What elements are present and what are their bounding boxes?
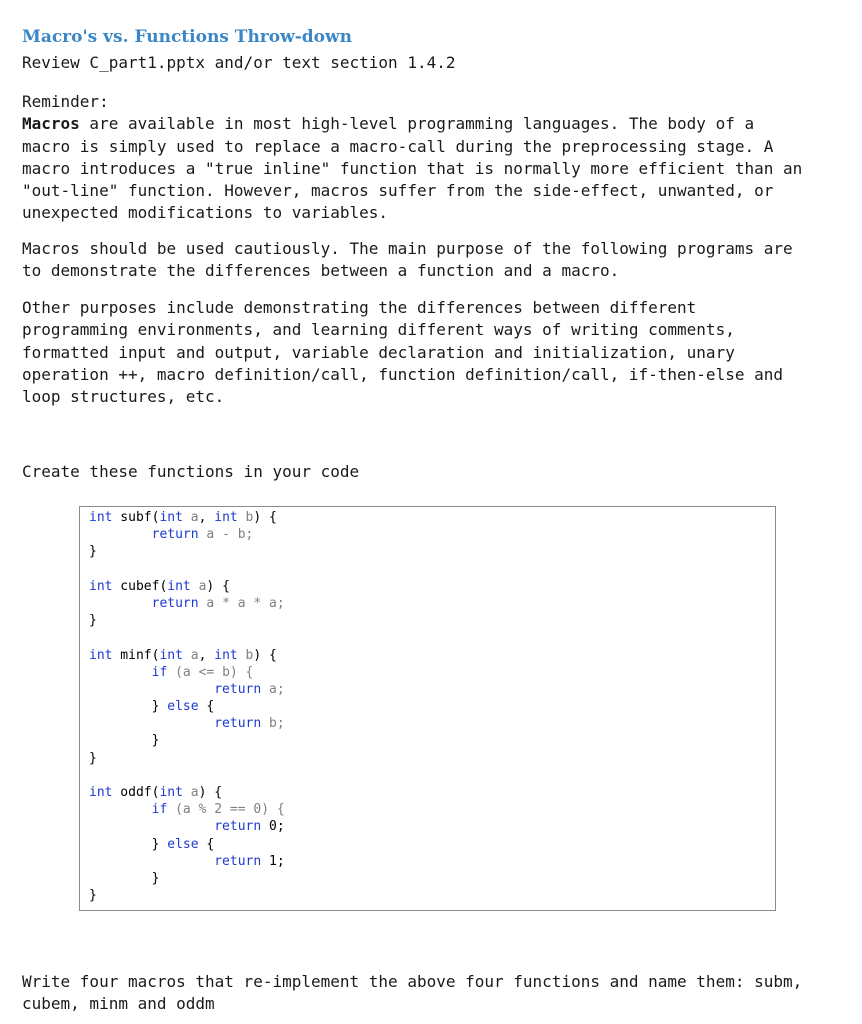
brace: ) { (253, 647, 277, 663)
kw-return: return (214, 716, 262, 732)
kw-int: int (214, 647, 238, 663)
code-line (89, 629, 285, 646)
fn-name: cubef( (112, 578, 168, 594)
code-line (89, 715, 285, 732)
code-content (89, 509, 285, 904)
task-line: Write four macros that re-implement the above four functions and name them: subm, (22, 972, 803, 991)
param: a (182, 785, 199, 800)
task-line: cubem, minm and oddm (22, 994, 215, 1014)
kw-int: int (159, 510, 183, 525)
expr: 1; (261, 853, 285, 869)
fn-name: subf( (112, 510, 160, 525)
kw-int: int (214, 510, 238, 525)
kw-int: int (159, 785, 183, 800)
brace: { (198, 836, 215, 852)
brace: } (89, 613, 97, 629)
purposes-paragraph (22, 297, 842, 408)
purposes-line: programming environments, and learning different ways of writing comments, (22, 320, 735, 340)
brace: { (198, 699, 215, 715)
code-line (89, 767, 285, 784)
kw-int: int (89, 785, 113, 800)
kw-return: return (214, 853, 262, 869)
reminder-line: "out-line" function. However, macros suffer from the side-effect, unwanted, or (22, 181, 774, 201)
reminder-paragraph (22, 91, 842, 225)
code-line (89, 681, 285, 698)
expr: a; (261, 681, 285, 697)
code-line (89, 801, 285, 818)
code-block (79, 506, 776, 911)
code-line (89, 595, 285, 612)
purposes-line: Other purposes include demonstrating the differences between different (22, 298, 697, 317)
expr: b; (261, 716, 285, 732)
kw-if: if (151, 802, 168, 818)
kw-int: int (89, 578, 113, 594)
expr: 0; (261, 819, 285, 835)
brace: } (151, 836, 168, 852)
brace: } (151, 733, 160, 749)
fn-name: oddf( (112, 785, 160, 800)
param: a (182, 510, 199, 525)
code-line (89, 887, 285, 904)
code-line (89, 543, 285, 560)
code-line (89, 578, 285, 595)
kw-if: if (151, 664, 168, 680)
brace: } (151, 870, 160, 886)
code-line (89, 784, 285, 801)
kw-else: else (167, 836, 199, 852)
code-line (89, 732, 285, 749)
param: b (237, 647, 254, 663)
caution-line: to demonstrate the differences between a function and a macro. (22, 261, 620, 281)
brace: } (89, 544, 97, 560)
purposes-line: loop structures, etc. (22, 387, 225, 407)
code-line (89, 526, 285, 543)
brace: } (89, 750, 97, 766)
task-paragraph (22, 971, 842, 1016)
caution-line: Macros should be used cautiously. The main purpose of the following programs are (22, 239, 793, 258)
page-title: Macro's vs. Functions Throw-down (22, 27, 353, 47)
reminder-label: Reminder: (22, 92, 109, 111)
reminder-line (22, 113, 842, 135)
code-line (89, 870, 285, 887)
code-line: int subf(int a, int b) { (89, 510, 277, 525)
kw-return: return (214, 681, 262, 697)
macros-bold-word: Macros (22, 114, 80, 134)
kw-return: return (214, 819, 262, 835)
kw-int: int (159, 647, 183, 663)
kw-int: int (167, 578, 191, 594)
param: a (190, 578, 207, 594)
reminder-line: macro is simply used to replace a macro-call during the preprocessing stage. A (22, 136, 774, 156)
code-line (89, 561, 285, 578)
kw-return: return (151, 595, 199, 611)
condition: (a % 2 == 0) { (167, 802, 285, 818)
kw-int: int (89, 647, 113, 663)
expr: a - b; (198, 527, 254, 543)
code-line (89, 698, 285, 715)
review-reference: Review C_part1.pptx and/or text section 1.4.2 (22, 53, 456, 72)
code-line (89, 750, 285, 767)
fn-name: minf( (112, 647, 160, 663)
code-line (89, 853, 285, 870)
code-line (89, 664, 285, 681)
expr: a * a * a; (198, 595, 285, 611)
param: a (182, 647, 199, 663)
purposes-line: operation ++, macro definition/call, function definition/call, if-then-else and (22, 364, 783, 384)
code-line (89, 612, 285, 629)
code-line: int minf(int a, int b) { (89, 647, 277, 663)
condition: (a <= b) { (167, 664, 254, 680)
reminder-line: macro introduces a "true inline" function that is normally more efficient than an (22, 158, 803, 178)
brace: ) { (206, 578, 230, 594)
brace: } (89, 888, 97, 904)
reminder-text: are available in most high-level programming languages. The body of a (79, 114, 755, 134)
brace: ) { (253, 510, 277, 525)
brace: ) { (198, 785, 223, 800)
code-line (89, 818, 285, 835)
kw-int: int (89, 510, 113, 525)
param: b (237, 510, 254, 525)
purposes-line: formatted input and output, variable declaration and initialization, unary (22, 342, 735, 362)
create-functions-heading: Create these functions in your code (22, 462, 360, 481)
caution-paragraph (22, 238, 842, 283)
code-line (89, 836, 285, 853)
brace: } (151, 699, 168, 715)
kw-else: else (167, 699, 199, 715)
kw-return: return (151, 527, 199, 543)
reminder-line: unexpected modifications to variables. (22, 203, 389, 223)
